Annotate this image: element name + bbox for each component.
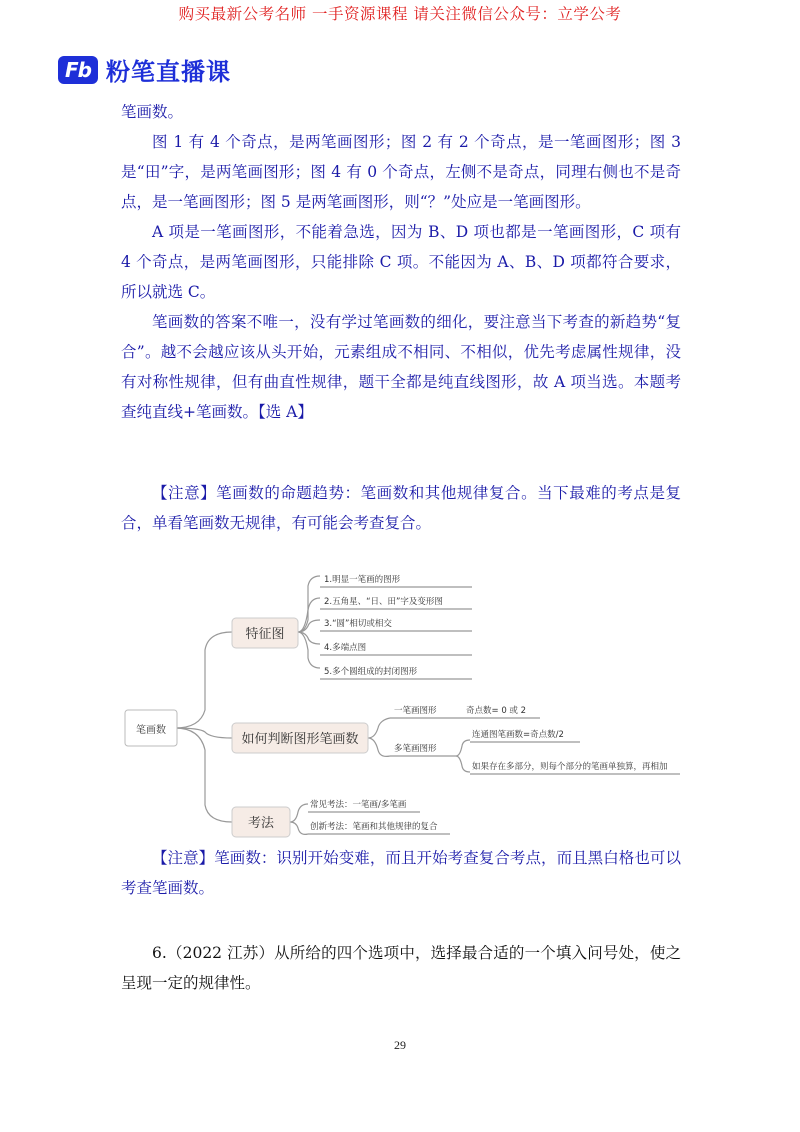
paragraph: 图 1 有 4 个奇点，是两笔画图形；图 2 有 2 个奇点，是一笔画图形；图 3 是“田”字，是两笔画图形；图 4 有 0 个奇点，左侧不是奇点，同理右侧也不是奇点，是一笔画图形；图 5 是两笔画图形，则“？”处应是一笔画图形。 bbox=[121, 133, 681, 211]
brand-logo bbox=[58, 52, 231, 87]
leaf-label: 3.“圆”相切或相交 bbox=[324, 619, 392, 629]
logo-mark-icon: Fb bbox=[58, 56, 98, 84]
note-block bbox=[121, 478, 681, 538]
leaf-label: 连通图笔画数=奇点数/2 bbox=[472, 730, 564, 740]
root-node-label: 笔画数 bbox=[136, 725, 166, 736]
top-banner: 购买最新公考名师 一手资源课程 请关注微信公众号：立学公考 bbox=[178, 5, 622, 23]
question-block bbox=[121, 938, 681, 998]
paragraph: A 项是一笔画图形，不能着急选，因为 B、D 项也都是一笔画图形，C 项有 4 个奇点，是两笔画图形，只能排除 C 项。不能因为 A、B、D 项都符合要求，所以就选 C。 bbox=[121, 223, 681, 301]
paragraph: 笔画数的答案不唯一，没有学过笔画数的细化，要注意当下考查的新趋势“复合”。越不会越应该从头开始，元素组成不相同、不相似，优先考虑属性规律，没有对称性规律，但有曲直性规律，题干全都是纯直线图形，故 A 项当选。本题考查纯直线+笔画数。【选 A】 bbox=[121, 313, 681, 421]
branch-node-label: 特征图 bbox=[245, 627, 285, 642]
sub-node-label: 多笔画图形 bbox=[394, 744, 437, 754]
sub-node-label: 一笔画图形 bbox=[394, 706, 437, 716]
note-paragraph: 【注意】笔画数：识别开始变难，而且开始考查复合考点，而且黑白格也可以考查笔画数。 bbox=[121, 849, 681, 897]
leaf-label: 创新考法：笔画和其他规律的复合 bbox=[310, 822, 438, 832]
note-block bbox=[121, 843, 681, 903]
leaf-label: 如果存在多部分，则每个部分的笔画单独算，再相加 bbox=[472, 762, 668, 772]
page-number: 29 bbox=[394, 1038, 406, 1052]
leaf-label: 常见考法：一笔画/多笔画 bbox=[310, 800, 407, 810]
branch-node-label: 考法 bbox=[247, 816, 275, 831]
branch-node-label: 如何判断图形笔画数 bbox=[241, 732, 359, 747]
leaf-label: 4.多端点图 bbox=[324, 643, 367, 653]
explanation-block bbox=[121, 97, 681, 427]
paragraph: 笔画数。 bbox=[121, 103, 184, 121]
question-text: 6.（2022 江苏）从所给的四个选项中，选择最合适的一个填入问号处，使之呈现一定的规律性。 bbox=[121, 944, 681, 992]
note-paragraph: 【注意】笔画数的命题趋势：笔画数和其他规律复合。当下最难的考点是复合，单看笔画数无规律，有可能会考查复合。 bbox=[121, 484, 681, 532]
leaf-label: 5.多个圆组成的封闭图形 bbox=[324, 667, 418, 677]
logo-text: 粉笔直播课 bbox=[106, 58, 231, 86]
leaf-label: 1.明显一笔画的图形 bbox=[324, 575, 401, 585]
leaf-label: 2.五角星、“日、田”字及变形图 bbox=[324, 597, 443, 607]
mind-map bbox=[120, 560, 680, 840]
leaf-label: 奇点数= 0 或 2 bbox=[466, 706, 527, 716]
